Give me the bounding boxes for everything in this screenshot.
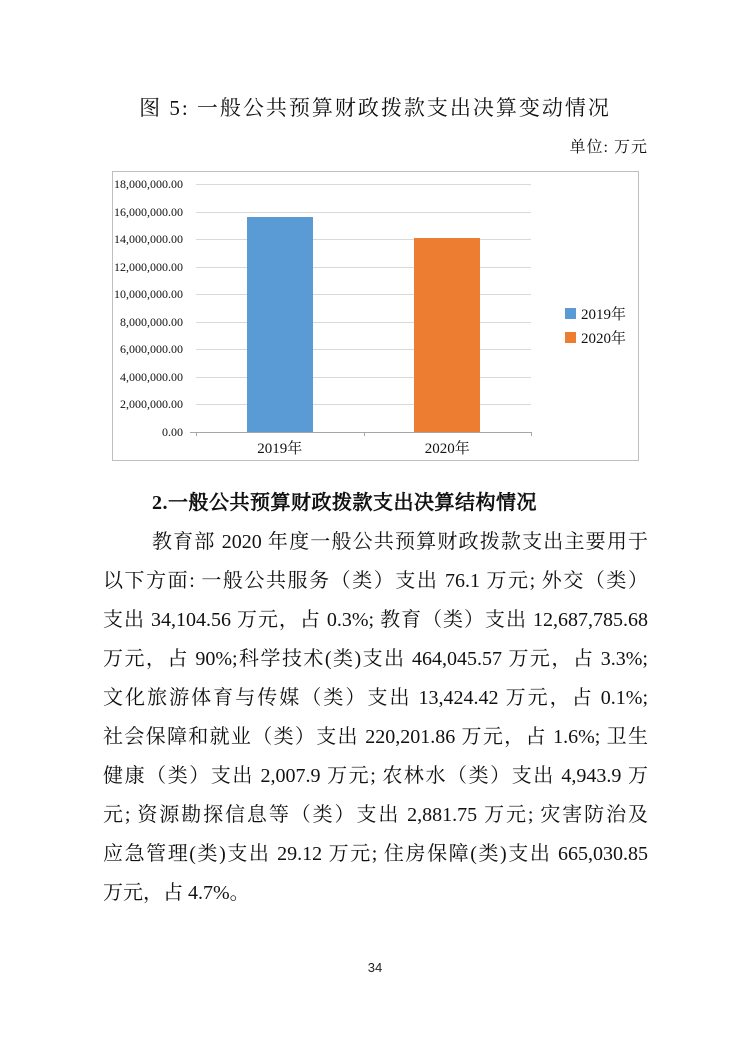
body-text-line: 文化旅游体育与传媒（类）支出 13,424.42 万元，占 0.1%; [103,687,648,709]
x-axis-category-label: 2020年 [424,441,470,457]
body-text-line: 支出 34,104.56 万元，占 0.3%; 教育（类）支出 12,687,785.68 [103,609,648,631]
body-text-line: 教育部 2020 年度一般公共预算财政拨款支出主要用于 [152,531,648,553]
x-axis-category-label: 2019年 [257,441,303,457]
body-text-line: 健康（类）支出 2,007.9 万元; 农林水（类）支出 4,943.9 万 [103,765,648,787]
body-text-line: 应急管理(类)支出 29.12 万元; 住房保障(类)支出 665,030.85 [103,843,648,865]
legend-item [565,325,626,349]
y-axis-tick-label: 2,000,000.00 [120,397,183,412]
legend-label: 2020年 [581,330,627,347]
legend-label: 2019年 [581,306,627,323]
y-axis-tick-label: 10,000,000.00 [114,287,183,302]
legend-swatch-icon [565,332,576,343]
gridline [196,212,531,213]
y-axis-tick-label: 12,000,000.00 [114,259,183,274]
figure-title: 图 5: 一般公共预算财政拨款支出决算变动情况 [139,96,611,120]
bar-2019 [247,217,313,432]
body-text-line: 元; 资源勘探信息等（类）支出 2,881.75 万元; 灾害防治及 [103,804,648,826]
y-axis-tick-label: 6,000,000.00 [120,342,183,357]
y-axis-tick-label: 8,000,000.00 [120,314,183,329]
y-axis-tick-label: 16,000,000.00 [114,204,183,219]
bar-chart [112,171,639,461]
x-axis-tick [531,432,532,436]
x-axis-tick [364,432,365,436]
body-text-line: 万元，占 4.7%。 [103,882,250,904]
unit-label: 单位: 万元 [569,139,648,156]
y-axis-tick-label: 14,000,000.00 [114,232,183,247]
plot-area [196,184,531,433]
body-text [103,484,648,913]
y-axis-labels [113,172,189,462]
chart-legend [565,301,626,349]
y-axis-tick-label: 0.00 [162,425,183,439]
gridline [196,184,531,185]
legend-item [565,301,626,325]
body-paragraph [103,523,648,913]
y-axis-tick-label: 18,000,000.00 [114,177,183,191]
y-axis-tick-label: 4,000,000.00 [120,369,183,384]
page-number: 34 [367,960,383,975]
legend-swatch-icon [565,308,576,319]
x-axis-tick [196,432,197,436]
bar-2020 [414,238,480,432]
body-text-line: 万元，占 90%;科学技术(类)支出 464,045.57 万元，占 3.3%; [103,648,648,670]
body-text-line: 以下方面: 一般公共服务（类）支出 76.1 万元; 外交（类） [103,570,648,592]
section-heading: 2.一般公共预算财政拨款支出决算结构情况 [152,492,537,514]
body-text-line: 社会保障和就业（类）支出 220,201.86 万元，占 1.6%; 卫生 [103,726,648,748]
